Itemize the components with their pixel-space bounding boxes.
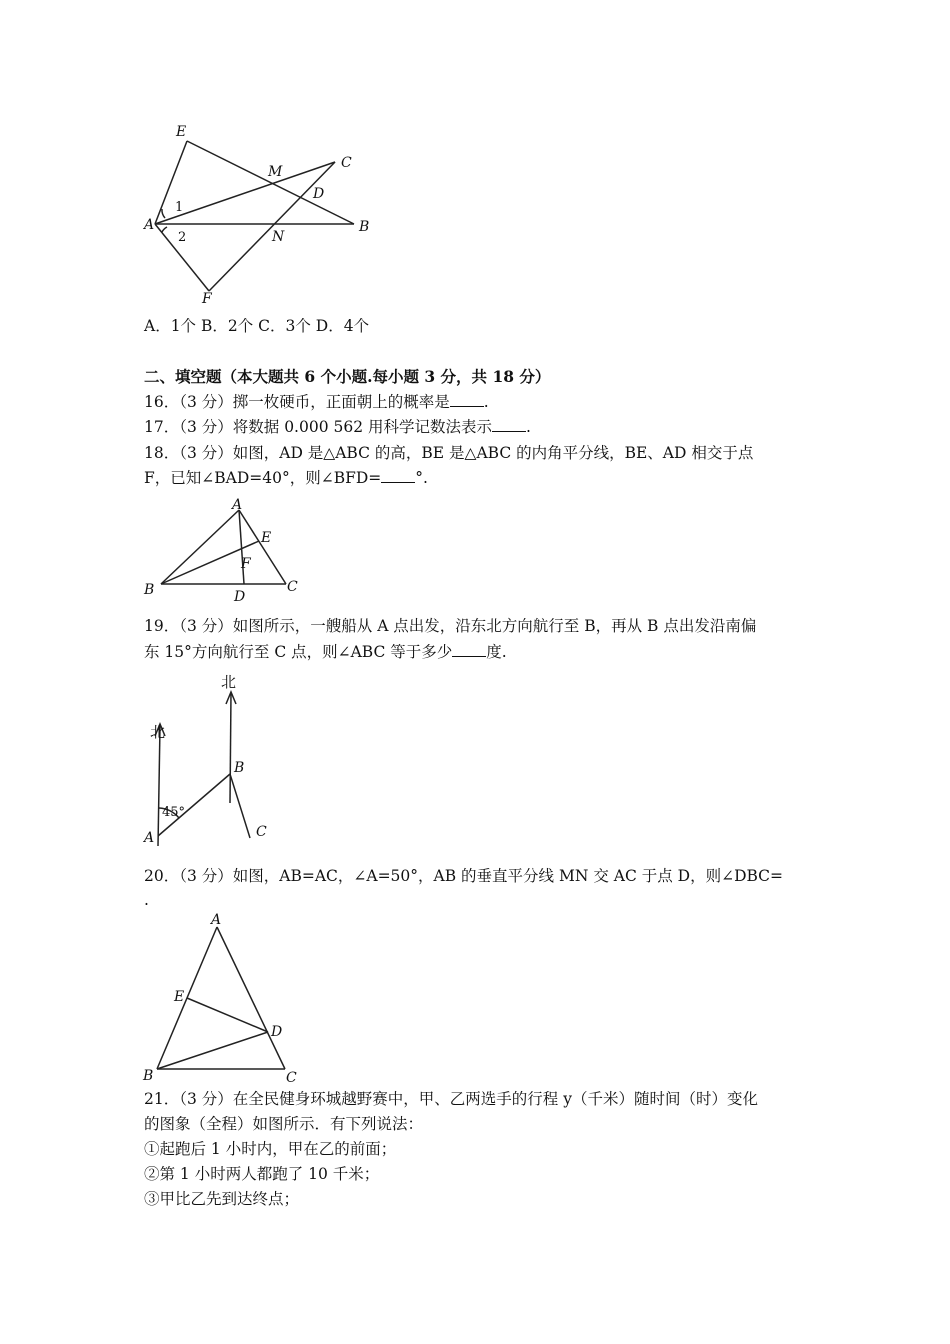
label-A: A xyxy=(144,217,155,233)
figure-q20 xyxy=(140,910,320,1090)
label-B: B xyxy=(234,760,245,776)
question-16 xyxy=(144,392,489,412)
figure-q15 xyxy=(140,120,380,310)
q20-line2: . xyxy=(144,891,149,909)
q15-options: A．1个 B．2个 C．3个 D．4个 xyxy=(144,317,370,335)
label-F: F xyxy=(241,556,251,572)
q21-statement-2: ②第 1 小时两人都跑了 10 千米； xyxy=(144,1165,380,1183)
label-E: E xyxy=(174,989,185,1005)
q18-text: F，已知∠BAD=40°，则∠BFD= xyxy=(144,469,382,487)
question-17 xyxy=(144,417,531,437)
label-E: E xyxy=(176,124,187,140)
q17-suffix: . xyxy=(526,418,531,436)
label-D: D xyxy=(271,1024,283,1040)
q17-answer-blank[interactable] xyxy=(492,417,526,432)
label-B: B xyxy=(144,582,155,598)
label-E: E xyxy=(261,530,272,546)
figure-q19 xyxy=(140,668,290,853)
q17-text: 17．（3 分）将数据 0.000 562 用科学记数法表示 xyxy=(144,418,493,436)
q19-line2 xyxy=(144,642,507,662)
label-D: D xyxy=(234,589,246,605)
north-label-a: 北 xyxy=(150,723,166,741)
label-A: A xyxy=(232,497,243,513)
q21-statement-1: ①起跑后 1 小时内，甲在乙的前面； xyxy=(144,1140,397,1158)
q20-line1: 20．（3 分）如图，AB=AC，∠A=50°，AB 的垂直平分线 MN 交 AC 于点 D，则∠DBC= xyxy=(144,867,784,885)
label-D: D xyxy=(313,186,325,202)
q18-answer-blank[interactable] xyxy=(381,468,415,483)
label-angle-1: 1 xyxy=(175,200,184,215)
q21-line1: 21．（3 分）在全民健身环城越野赛中，甲、乙两选手的行程 y（千米）随时间（时）变化 xyxy=(144,1090,758,1108)
q19-line1: 19．（3 分）如图所示，一艘船从 A 点出发，沿东北方向航行至 B，再从 B 点出发沿南偏 xyxy=(144,617,757,635)
label-M: M xyxy=(268,164,283,180)
label-B: B xyxy=(143,1068,154,1084)
q21-statement-3: ③甲比乙先到达终点； xyxy=(144,1190,300,1208)
q21-line2: 的图象（全程）如图所示．有下列说法： xyxy=(144,1115,424,1133)
label-45deg: 45° xyxy=(162,805,186,820)
q19-suffix: 度. xyxy=(486,643,507,661)
q19-answer-blank[interactable] xyxy=(452,642,486,657)
q18-line1: 18．（3 分）如图，AD 是△ABC 的高，BE 是△ABC 的内角平分线，BE、AD 相交于点 xyxy=(144,444,754,462)
label-C: C xyxy=(256,824,267,840)
q16-text: 16．（3 分）掷一枚硬币，正面朝上的概率是 xyxy=(144,393,450,411)
label-B: B xyxy=(359,219,370,235)
q19-text: 东 15°方向航行至 C 点，则∠ABC 等于多少 xyxy=(144,643,453,661)
label-angle-2: 2 xyxy=(178,230,187,245)
label-C: C xyxy=(287,579,298,595)
label-C: C xyxy=(341,155,352,171)
q18-suffix: °. xyxy=(415,469,428,487)
q16-suffix: . xyxy=(483,393,489,411)
label-C: C xyxy=(286,1070,297,1086)
q18-line2 xyxy=(144,468,428,488)
q16-answer-blank[interactable] xyxy=(450,392,484,407)
section2-title: 二、填空题（本大题共 6 个小题.每小题 3 分，共 18 分） xyxy=(144,367,551,386)
label-N: N xyxy=(272,229,285,245)
figure-q18 xyxy=(140,495,320,605)
label-F: F xyxy=(202,291,212,307)
label-A: A xyxy=(144,830,155,846)
north-label-b: 北 xyxy=(221,673,237,691)
label-A: A xyxy=(211,912,222,928)
